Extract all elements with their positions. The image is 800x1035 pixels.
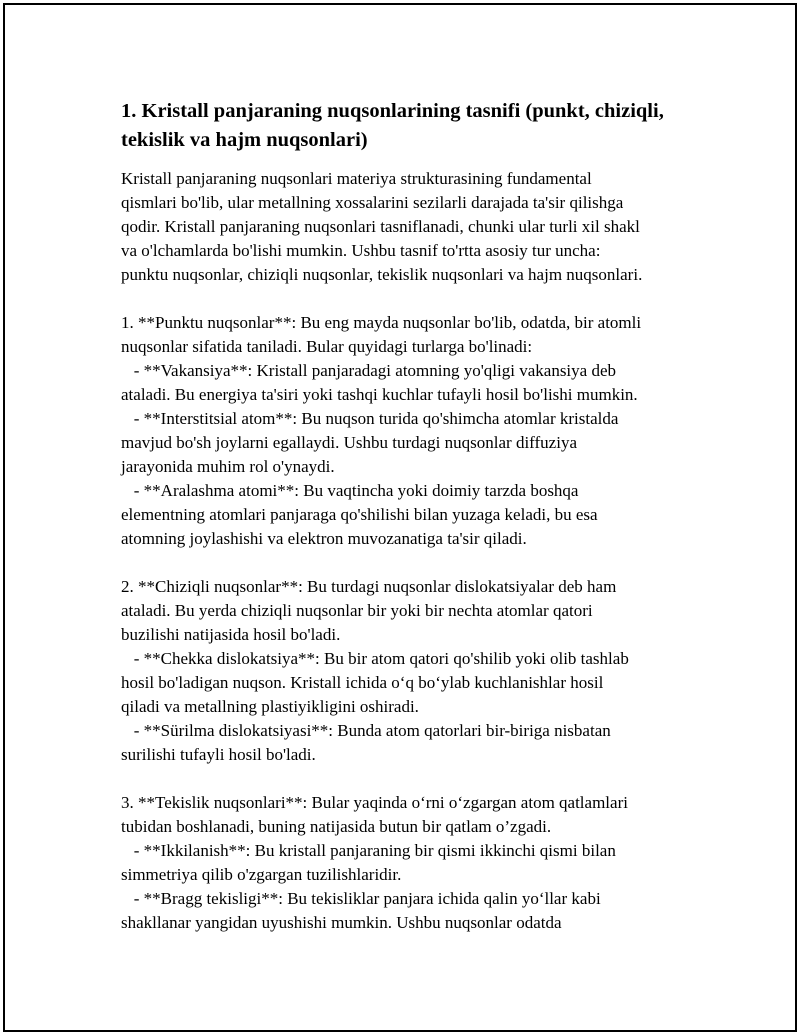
text-line: - **Bragg tekisligi**: Bu tekisliklar panjara ichida qalin yo‘llar kabi xyxy=(121,889,601,908)
text-line: - **Sürilma dislokatsiyasi**: Bunda atom qatorlari bir-biriga nisbatan xyxy=(121,721,611,740)
intro-paragraph xyxy=(121,167,701,287)
text-line: mavjud bo'sh joylarni egallaydi. Ushbu turdagi nuqsonlar diffuziya xyxy=(121,433,577,452)
text-line: punktu nuqsonlar, chiziqli nuqsonlar, tekislik nuqsonlari va hajm nuqsonlari. xyxy=(121,265,643,284)
text-line: va o'lchamlarda bo'lishi mumkin. Ushbu tasnif to'rtta asosiy tur uncha: xyxy=(121,241,601,260)
document-title xyxy=(121,97,701,155)
text-line: 1. **Punktu nuqsonlar**: Bu eng mayda nuqsonlar bo'lib, odatda, bir atomli xyxy=(121,313,642,332)
document-body xyxy=(121,97,701,935)
paragraph-gap xyxy=(121,287,701,311)
paragraph-gap xyxy=(121,551,701,575)
section-point-defects xyxy=(121,311,701,551)
text-line: buzilishi natijasida hosil bo'ladi. xyxy=(121,625,341,644)
title-line: tekislik va hajm nuqsonlari) xyxy=(121,129,368,151)
text-line: simmetriya qilib o'zgargan tuzilishlaridir. xyxy=(121,865,402,884)
text-line: hosil bo'ladigan nuqson. Kristall ichida o‘q bo‘ylab kuchlanishlar hosil xyxy=(121,673,604,692)
title-line: 1. Kristall panjaraning nuqsonlarining tasnifi (punkt, chiziqli, xyxy=(121,100,664,122)
text-line: qismlari bo'lib, ular metallning xossalarini sezilarli darajada ta'sir qilishga xyxy=(121,193,624,212)
text-line: 2. **Chiziqli nuqsonlar**: Bu turdagi nuqsonlar dislokatsiyalar deb ham xyxy=(121,577,617,596)
text-line: - **Interstitsial atom**: Bu nuqson turida qo'shimcha atomlar kristalda xyxy=(121,409,619,428)
text-line: surilishi tufayli hosil bo'ladi. xyxy=(121,745,316,764)
text-line: qodir. Kristall panjaraning nuqsonlari tasniflanadi, chunki ular turli xil shakl xyxy=(121,217,640,236)
text-line: ataladi. Bu energiya ta'siri yoki tashqi kuchlar tufayli hosil bo'lishi mumkin. xyxy=(121,385,638,404)
text-line: elementning atomlari panjaraga qo'shilishi bilan yuzaga keladi, bu esa xyxy=(121,505,598,524)
paragraph-gap xyxy=(121,767,701,791)
text-line: 3. **Tekislik nuqsonlari**: Bular yaqinda o‘rni o‘zgargan atom qatlamlari xyxy=(121,793,628,812)
text-line: - **Vakansiya**: Kristall panjaradagi atomning yo'qligi vakansiya deb xyxy=(121,361,617,380)
text-line: tubidan boshlanadi, buning natijasida butun bir qatlam o’zgadi. xyxy=(121,817,552,836)
section-line-defects xyxy=(121,575,701,767)
text-line: jarayonida muhim rol o'ynaydi. xyxy=(121,457,335,476)
text-line: atomning joylashishi va elektron muvozanatiga ta'sir qiladi. xyxy=(121,529,527,548)
text-line: - **Chekka dislokatsiya**: Bu bir atom qatori qo'shilib yoki olib tashlab xyxy=(121,649,629,668)
text-line: - **Aralashma atomi**: Bu vaqtincha yoki doimiy tarzda boshqa xyxy=(121,481,579,500)
section-planar-defects xyxy=(121,791,701,935)
text-line: Kristall panjaraning nuqsonlari materiya strukturasining fundamental xyxy=(121,169,592,188)
text-line: ataladi. Bu yerda chiziqli nuqsonlar bir yoki bir nechta atomlar qatori xyxy=(121,601,593,620)
document-page xyxy=(3,3,797,1032)
text-line: shakllanar yangidan uyushishi mumkin. Ushbu nuqsonlar odatda xyxy=(121,913,562,932)
text-line: - **Ikkilanish**: Bu kristall panjaraning bir qismi ikkinchi qismi bilan xyxy=(121,841,616,860)
text-line: qiladi va metallning plastiyikligini oshiradi. xyxy=(121,697,419,716)
text-line: nuqsonlar sifatida taniladi. Bular quyidagi turlarga bo'linadi: xyxy=(121,337,533,356)
